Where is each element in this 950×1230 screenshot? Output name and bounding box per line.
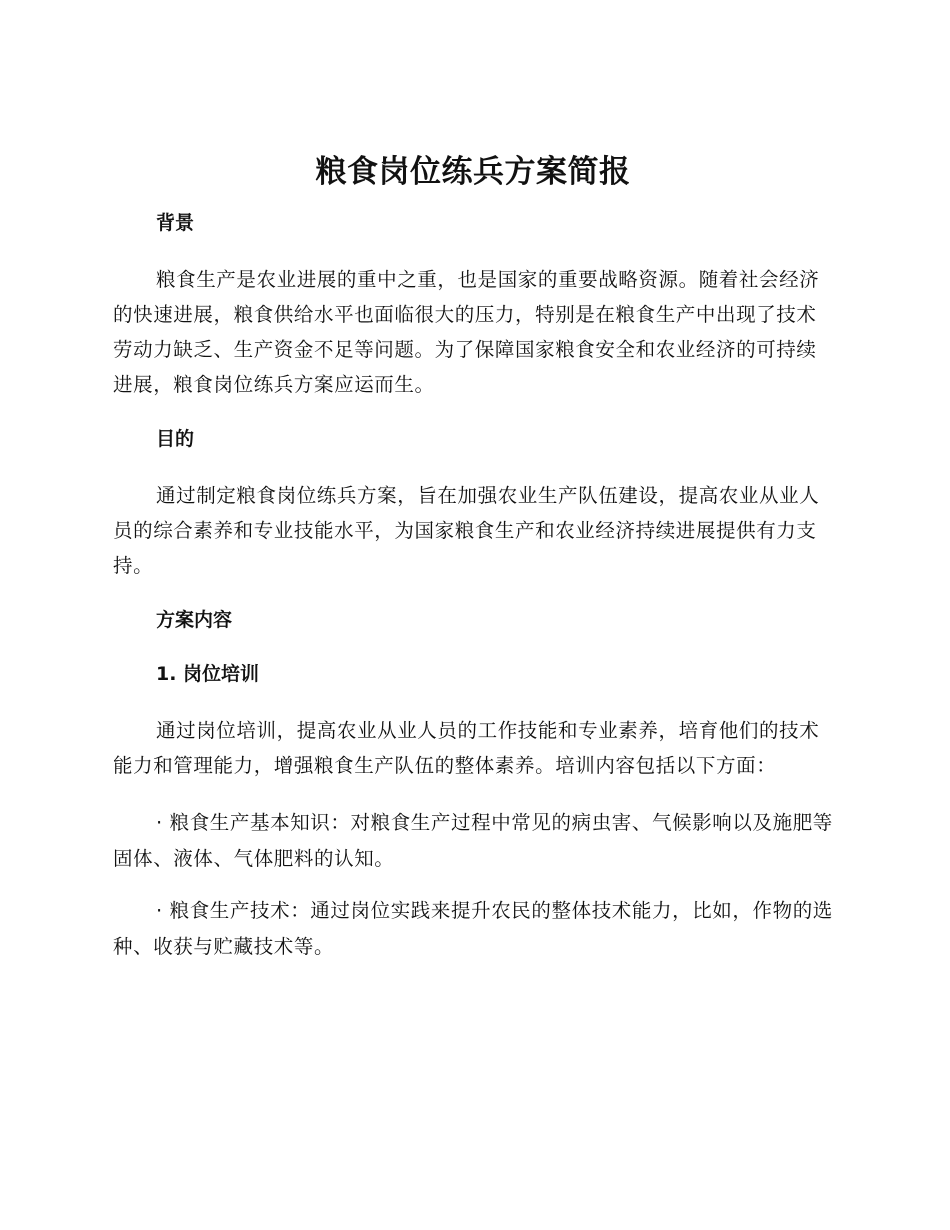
section-heading-plan: 方案内容 (156, 609, 233, 631)
document-title: 粮食岗位练兵方案简报 (315, 154, 631, 190)
subsection-heading-training: 1. 岗位培训 (156, 663, 260, 685)
section-heading-background: 背景 (156, 212, 195, 234)
background-paragraph: 粮食生产是农业进展的重中之重，也是国家的重要战略资源。随着社会经济的快速进展，粮食供给水平也面临很大的压力，特别是在粮食生产中出现了技术劳动力缺乏、生产资金不足等问题。为了保障国家粮食安全和农业经济的可持续进展，粮食岗位练兵方案应运而生。 (113, 268, 820, 396)
training-paragraph: 通过岗位培训，提高农业从业人员的工作技能和专业素养，培育他们的技术能力和管理能力，增强粮食生产队伍的整体素养。培训内容包括以下方面： (113, 719, 820, 777)
bullet-item: · 粮食生产技术：通过岗位实践来提升农民的整体技术能力，比如，作物的选种、收获与贮藏技术等。 (113, 899, 833, 958)
section-heading-purpose: 目的 (156, 428, 195, 450)
bullet-item: · 粮食生产基本知识：对粮食生产过程中常见的病虫害、气候影响以及施肥等固体、液体、气体肥料的认知。 (113, 811, 833, 870)
purpose-paragraph: 通过制定粮食岗位练兵方案，旨在加强农业生产队伍建设，提高农业从业人员的综合素养和专业技能水平，为国家粮食生产和农业经济持续进展提供有力支持。 (113, 484, 820, 577)
document-page (113, 150, 833, 981)
